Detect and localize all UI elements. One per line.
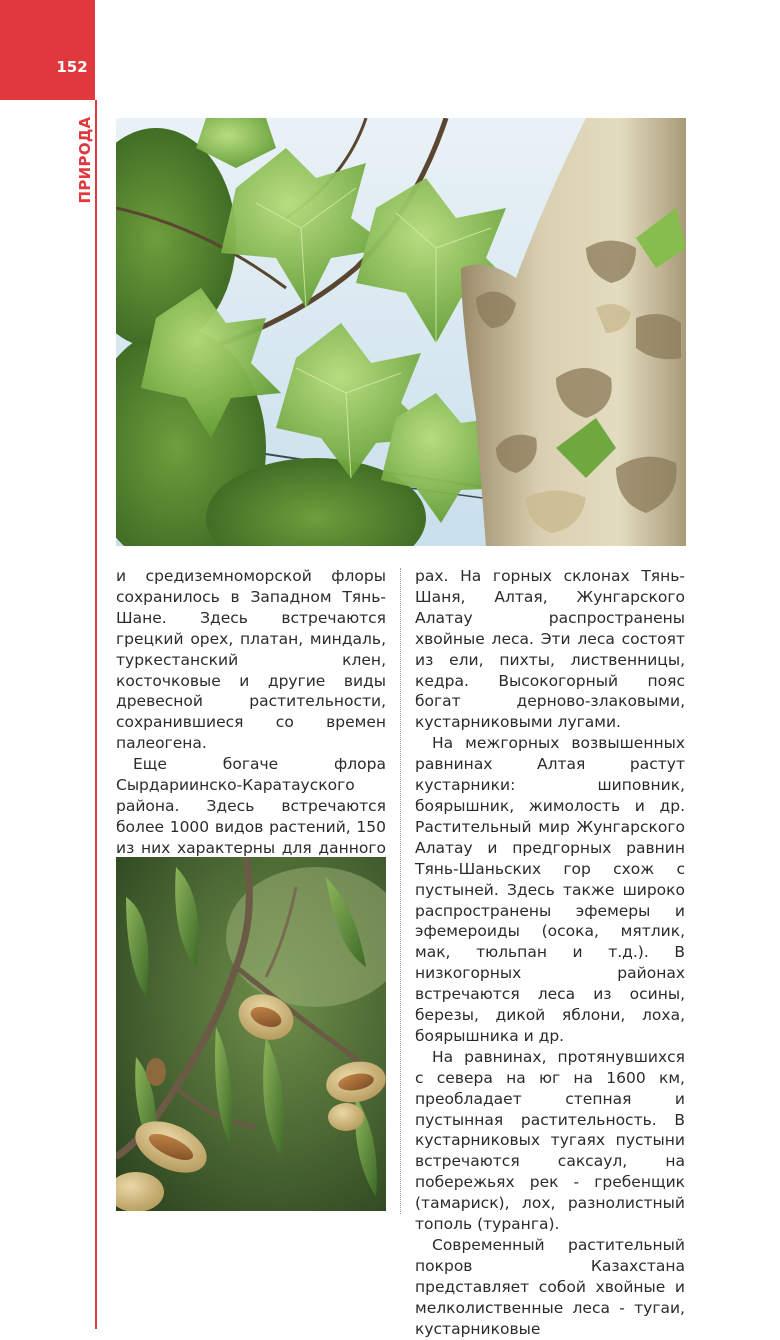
section-label-text: ПРИРОДА — [76, 116, 94, 204]
paragraph: и средиземноморской флоры сохранилось в Западном Тянь-Шане. Здесь встречаются грецкий орех, платан, миндаль, туркестанский клен, косточковые и другие виды древесной растительности, сохранившиеся со времен палеогена. — [116, 567, 386, 753]
column-divider — [400, 568, 401, 1214]
page-number: 152 — [56, 58, 88, 76]
paragraph: Современный растительный покров Казахстана представляет собой хвойные и мелколиственные леса - тугаи, кустарниковые — [415, 1236, 685, 1338]
paragraph: На межгорных возвышенных равнинах Алтая растут кустарники: шиповник, боярышник, жимолость и др. Растительный мир Жунгарского Алатау и предгорных равнин Тянь-Шаньских гор схож с пустыней. Здесь также широко распространены эфемеры и эфемероиды (осока, мятлик, мак, тюльпан и т.д.). В низкогорных районах встречаются леса из осины, березы, дикой яблони, лоха, боярышника и др. — [415, 734, 685, 1045]
text-column-left — [116, 566, 386, 901]
section-label — [70, 116, 100, 204]
page-number-tab — [0, 0, 95, 100]
plane-tree-photo — [116, 118, 686, 546]
almond-branch-photo — [116, 857, 386, 1211]
paragraph: На равнинах, протянувшихся с севера на юг на 1600 км, преобладает степная и пустынная растительность. В кустарниковых тугаях пустыни встречаются саксаул, на побережьях рек - гребенщик (тамариск), лох, разнолистный тополь (туранга). — [415, 1047, 685, 1234]
margin-rule — [95, 100, 97, 1329]
text-column-right — [415, 566, 685, 1340]
paragraph: рах. На горных склонах Тянь-Шаня, Алтая, Жунгарского Алатау распространены хвойные леса. Эти леса состоят из ели, пихты, лиственницы, кедра. Высокогорный пояс богат дерново-злаковыми, кустарниковыми лугами. — [415, 567, 685, 732]
paragraph: Еще богаче флора Сырдариинско-Каратауского района. Здесь встречаются более 1000 видов растений, 150 из них характерны для данного — [116, 755, 386, 857]
